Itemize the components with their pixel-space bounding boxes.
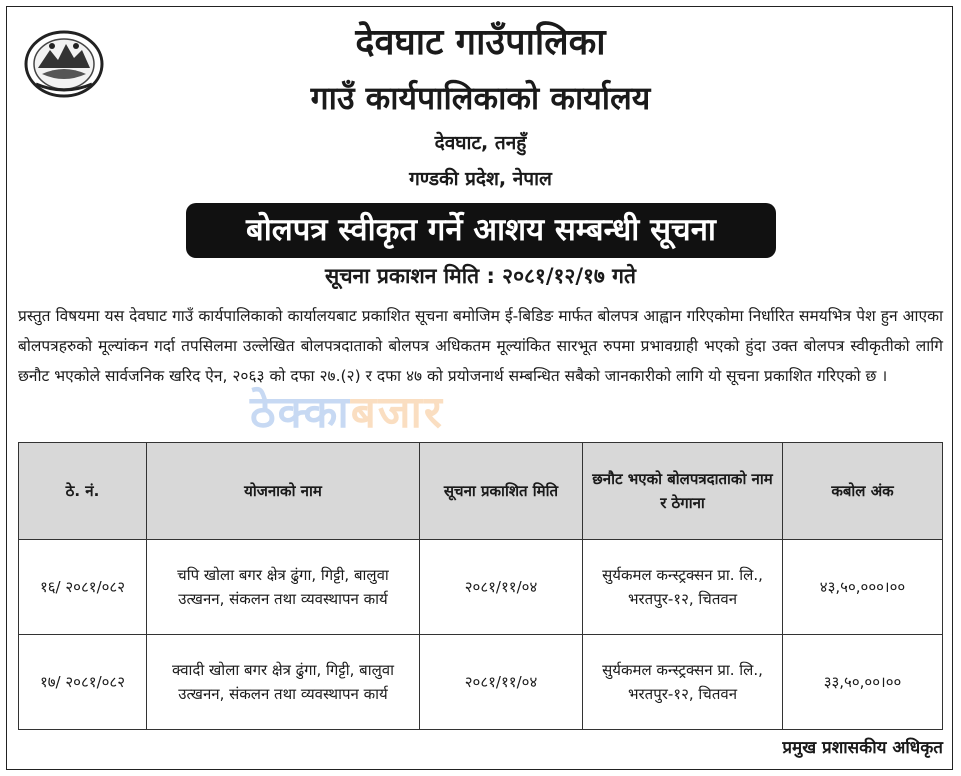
cell-notice-date: २०८१/११/०४ [420, 635, 583, 730]
col-header-amount: कबोल अंक [783, 443, 943, 540]
cell-project: क्वादी खोला बगर क्षेत्र ढुंगा, गिट्टी, बालुवा उत्खनन, संकलन तथा व्यवस्थापन कार्य [147, 635, 420, 730]
table-row [19, 540, 943, 635]
col-header-serial: ठे. नं. [19, 443, 147, 540]
watermark-part-2: बजार [350, 387, 444, 438]
col-header-bidder: छनौट भएको बोलपत्रदाताको नाम र ठेगाना [583, 443, 783, 540]
cell-bidder: सुर्यकमल कन्स्ट्रक्सन प्रा. लि., भरतपुर-१२, चितवन [583, 540, 783, 635]
publication-date: सूचना प्रकाशन मिति : २०८१/१२/१७ गते [325, 264, 636, 288]
col-header-project: योजनाको नाम [147, 443, 420, 540]
municipality-title: देवघाट गाउँपालिका [355, 21, 606, 63]
cell-project: चपि खोला बगर क्षेत्र ढुंगा, गिट्टी, बालुवा उत्खनन, संकलन तथा व्यवस्थापन कार्य [147, 540, 420, 635]
cell-bidder: सुर्यकमल कन्स्ट्रक्सन प्रा. लि., भरतपुर-१२, चितवन [583, 635, 783, 730]
office-location: देवघाट, तनहुँ [434, 132, 527, 154]
cell-serial: १६/ २०८१/०८२ [19, 540, 147, 635]
notice-banner: बोलपत्र स्वीकृत गर्ने आशय सम्बन्धी सूचना [186, 203, 776, 258]
watermark-part-1: ठेक्का [250, 387, 351, 438]
office-province: गण्डकी प्रदेश, नेपाल [409, 168, 552, 190]
cell-amount: ३३,५०,००।०० [783, 635, 943, 730]
table-row [19, 635, 943, 730]
col-header-notice-date: सूचना प्रकाशित मिति [420, 443, 583, 540]
bid-acceptance-table [18, 442, 943, 730]
cell-notice-date: २०८१/११/०४ [420, 540, 583, 635]
notice-body-paragraph: प्रस्तुत विषयमा यस देवघाट गाउँ कार्यपालिकाको कार्यालयबाट प्रकाशित सूचना बमोजिम ई-बिडिङ मार्फत बोलपत्र आह्वान गरिएकोमा निर्धारित समयभित्र पेश हुन आएका बोलपत्रहरुको मूल्यांकन गर्दा तपसिलमा उल्लेखित बोलपत्रदाताको बोलपत्र अधिकतम मूल्यांकित सारभूत रुपमा प्रभावग्राही भएको हुंदा उक्त बोलपत्र स्वीकृतीको लागि छनौट भएकोले सार्वजनिक खरिद ऐन, २०६३ को दफा २७.(२) र दफा ४७ को प्रयोजनार्थ सम्बन्धित सबैको जानकारीको लागि यो सूचना प्रकाशित गरिएको छ । [18, 307, 943, 385]
cell-amount: ४३,५०,०००।०० [783, 540, 943, 635]
signatory-title: प्रमुख प्रशासकीय अधिकृत [782, 738, 943, 758]
table-header-row [19, 443, 943, 540]
office-subtitle: गाउँ कार्यपालिकाको कार्यालय [310, 79, 651, 117]
cell-serial: १७/ २०८१/०८२ [19, 635, 147, 730]
